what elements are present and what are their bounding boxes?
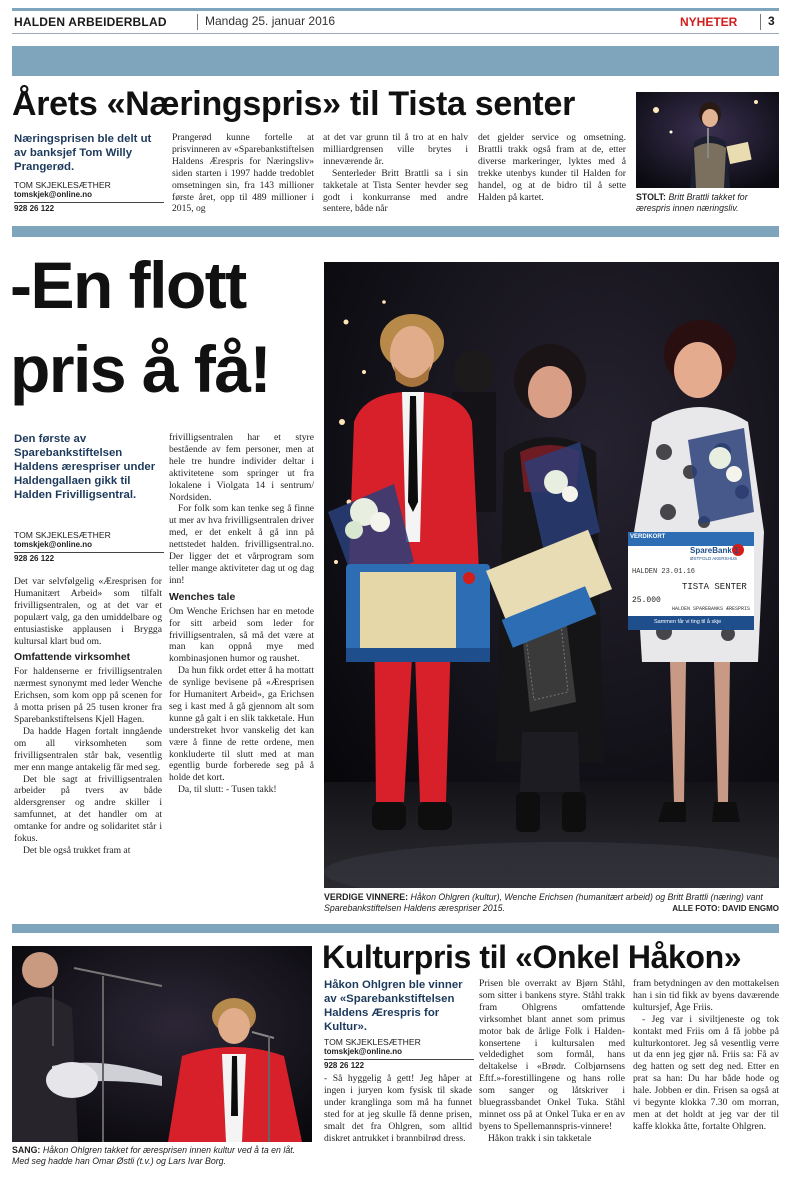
- article3-col3-p2: - Jeg var i siviltjeneste og tok kontakt med Friis om å få jobbe på kulturkontoret. Jeg så vesentlig verre ut da enn jeg gjør nå. Friis sa: Få av deg hatten og sett deg ned. Etter en prat sa han: Du har både hode og hale. Jobben er din. Frisen sa også at vi begynte klokka 7.30 om morran, men at det holdt at jeg var der til kaffe klokka åtte, fortalte Ohlgren.: [633, 1013, 779, 1132]
- byline-name: TOM SKJEKLESÆTHER: [14, 530, 111, 540]
- byline-email: tomskjek@online.no: [14, 190, 93, 199]
- article2-col1-p5: Det ble også trukket fram at: [23, 844, 131, 856]
- card-name: TISTA SENTER: [682, 582, 747, 592]
- header-divider-2: [760, 14, 761, 30]
- article3-byline: [324, 1037, 474, 1071]
- article2-col2-p3: Om Wenche Erichsen har en metode for sitt arbeid som leder for frivilligsentralen, så må det være at man kan oppnå mye med kombinasjonen humor og raushet.: [169, 605, 314, 665]
- card-label: VERDIKORT: [630, 534, 666, 540]
- article2-col2: [169, 432, 314, 796]
- article1-byline: [14, 180, 164, 214]
- header-divider: [197, 14, 198, 30]
- byline-phone: 928 26 122: [14, 554, 55, 563]
- article2-col2-p5: Da, til slutt: - Tusen takk!: [178, 784, 277, 796]
- card-amount: 25.000: [632, 596, 661, 605]
- card-footer: Sammen får vi ting til å skje: [654, 619, 722, 625]
- article2-lead: Den første av Sparebankstiftelsen Haldens ærespriser under Haldengallaen gikk til Halden Frivilligsentral.: [14, 433, 156, 501]
- article3-lead: Håkon Ohlgren ble vinner av «Sparebankstiftelsen Haldens Ærespris for Kultur».: [324, 979, 463, 1033]
- byline-name: TOM SKJEKLESÆTHER: [324, 1037, 421, 1047]
- article1-caption: [636, 192, 779, 214]
- article2-col2-p2: For folk som kan tenke seg å finne ut mer av hva frivilligsentralen driver med, er det enkelt å gå inn på nettstedet halden. frivilligsentral.no. Der ligger det et vårprogram som teller mange aktiviteter dag ut og dag inn!: [169, 503, 314, 586]
- article3-col1: [324, 1073, 472, 1144]
- section-band-2: [12, 226, 779, 237]
- byline-phone-rule: [324, 1059, 474, 1060]
- concert-photo: [12, 946, 312, 1142]
- caption-text: Britt Brattli takket for ærespris innen næringsliv.: [636, 192, 748, 213]
- article2-col1-p2: For haldenserne er frivilligsentralen nærmest synonymt med leder Wenche Erichsen, som kom opp på scenen for å motta prisen på 25 tusen kroner fra Sparebankstiftelsens Kjell Hagen.: [14, 666, 162, 725]
- article1-col3-text-a: at det var grunn til å tro at en halv milliardgrensen ville brytes i inneværende år.: [323, 132, 468, 167]
- article1-col2: [172, 132, 314, 215]
- article2-subhead-1: Omfattende virksomhet: [14, 652, 131, 664]
- byline-phone: 928 26 122: [14, 204, 55, 213]
- winners-photo: [324, 262, 779, 888]
- article2-col2-p1: frivilligsentralen har et styre bestående av fem personer, men at hele tre hundre individer deltar i aktivitetene som springer ut fra lokalene i Violgata 14 i sentrum/ Nordsiden.: [169, 432, 314, 503]
- article3-col3-p1: fram betydningen av den mottakelsen han i sin tid fikk av byens daværende kultursjef, Åge Friis.: [633, 978, 779, 1013]
- article3-col1-text: - Så hyggelig å gett! Jeg håper at ingen i juryen kom fysisk til skade under kranglinga som må ha funnet sted for at jeg skulle få denne prisen, smalt det fra Ohlgren, som alltid diskret antrukket i brannbilrød dress.: [324, 1073, 472, 1144]
- header-top-rule: [12, 8, 779, 11]
- article1-col2-text: Prangerød kunne fortelle at prisvinneren av «Sparebankstiftelsen Haldens Ærespris for Næringsliv» siden starten i 1997 hadde tredoblet omsetningen sin, fra 143 millioner første året, opp til 489 millioner i 2015, og: [172, 132, 314, 215]
- article1-photo: [636, 92, 779, 188]
- article2-col1-p3: Da hadde Hagen fortalt inngående om all virksomheten som frivilligsentralen står bak, vesentlig mer enn mange antakelig får med seg.: [14, 725, 162, 773]
- article2-col1: [14, 576, 162, 857]
- article1-col4: [478, 132, 626, 203]
- paper-name: HALDEN ARBEIDERBLAD: [14, 15, 167, 29]
- article1-col3: [323, 132, 468, 215]
- caption-label: SANG:: [12, 1145, 41, 1155]
- caption-label: STOLT:: [636, 192, 666, 202]
- article3-col2: [479, 978, 625, 1145]
- section-band-3: [12, 924, 779, 933]
- caption-label: VERDIGE VINNERE:: [324, 892, 409, 902]
- card-date: HALDEN 23.01.16: [632, 568, 696, 576]
- card-bank-sub: ØSTFOLD AKERSHUS: [690, 556, 738, 561]
- article2-col2-p4: Da hun fikk ordet etter å ha mottatt de synlige bevisene på «Æresprisen for Humanitert Arbeid», ga Erichsen seg i kast med å gå gjennom alt som kunne gå galt i en slik takketale. Hun understreket hvor vanskelig det kan være å finne de rette ordene, men konkluderte til slutt med at man egentlig burde forberede seg på å holde det kort.: [169, 665, 314, 784]
- byline-name: TOM SKJEKLESÆTHER: [14, 180, 111, 190]
- article2-col1-p1: Det var selvfølgelig «Æresprisen for Humanitært Arbeid» som tilfalt frivilligsentralen, og at det var et populært valg, ga den umiddelbare og entusiastiske applausen i Brygga kultursal klart bud om.: [14, 576, 162, 647]
- article3-col3: [633, 978, 779, 1133]
- winners-photo-illustration: [324, 262, 779, 888]
- article1-col3-text-b: Senterleder Britt Brattli sa i sin takketale at Tista Senter hevder seg godt i konkurranse med andre sentere, både når: [323, 167, 468, 215]
- photo-credit: ALLE FOTO: DAVID ENGMO: [672, 904, 779, 913]
- caption-text: Håkon Ohlgren takket for æresprisen innen kultur ved å ta en låt. Med seg hadde han Omar Østli (t.v.) og Lars Ivar Borg.: [12, 1145, 296, 1166]
- speaker-photo-illustration: [636, 92, 779, 188]
- article2-subhead-2: Wenches tale: [169, 591, 236, 603]
- article2-headline-line1: -En flott: [10, 248, 246, 322]
- article2-headline-line2: pris å få!: [10, 332, 271, 406]
- article1-col4-text: det gjelder service og omsetning. Brattli trakk også fram at de, etter diverse markeringer, lyktes med å trekke utenbys kunder til Halden for handel, og at de bidro til å sette Halden på kartet.: [478, 132, 626, 203]
- byline-email: tomskjek@online.no: [14, 540, 93, 549]
- caption-text: Håkon Ohlgren (kultur), Wenche Erichsen (humanitært arbeid) og Britt Brattli (næring) vant Sparebankstiftelsen Haldens ærespriser 2015.: [324, 892, 763, 913]
- header-bottom-rule: [12, 33, 779, 34]
- article3-col2-p1: Prisen ble overrakt av Bjørn Ståhl, som sitter i bankens styre. Ståhl trakk fram Ohlgrens omfattende virksomhet blant annet som primus motor bak de årlige Folk i Halden-konsertene i kultursalen med veldedighet som formål, hans deltakelse i «Brødr. Colbjørnsens Eftf.»-forestillingene og hans rolle som sanger og låtskriver i bluegrassbandet Onkel Tuka. Ståhl minnet oss på at Onkel Tuka er en av byens to Spellemannspris-vinnere!: [479, 978, 625, 1132]
- byline-phone: 928 26 122: [324, 1061, 365, 1070]
- page-number: 3: [768, 14, 775, 28]
- byline-phone-rule: [14, 552, 164, 553]
- section-label: NYHETER: [680, 15, 738, 29]
- article1-lead: Næringsprisen ble delt ut av banksjef Tom Willy Prangerød.: [14, 133, 152, 173]
- article3-headline: Kulturpris til «Onkel Håkon»: [322, 939, 742, 975]
- card-from: HALDEN SPAREBANKS ÆRESPRIS: [672, 606, 751, 612]
- article2-col1-p4: Det ble sagt at frivilligsentralen arbeider på tvers av både aldersgrenser og andre skiller i samfunnet, at det handler om at omtanke for andre og solidaritet står i fokus.: [14, 773, 162, 845]
- article2-caption: [324, 892, 779, 914]
- article2-byline: [14, 530, 164, 564]
- concert-photo-illustration: [12, 946, 312, 1142]
- issue-date: Mandag 25. januar 2016: [205, 14, 336, 28]
- byline-phone-rule: [14, 202, 164, 203]
- header-band: [12, 46, 779, 76]
- article3-caption: [12, 1145, 312, 1167]
- byline-email: tomskjek@online.no: [324, 1047, 403, 1056]
- card-bank: SpareBank 1: [690, 546, 739, 555]
- article3-col2-p2: Håkon trakk i sin takketale: [488, 1132, 592, 1144]
- article1-headline: Årets «Næringspris» til Tista senter: [12, 85, 576, 123]
